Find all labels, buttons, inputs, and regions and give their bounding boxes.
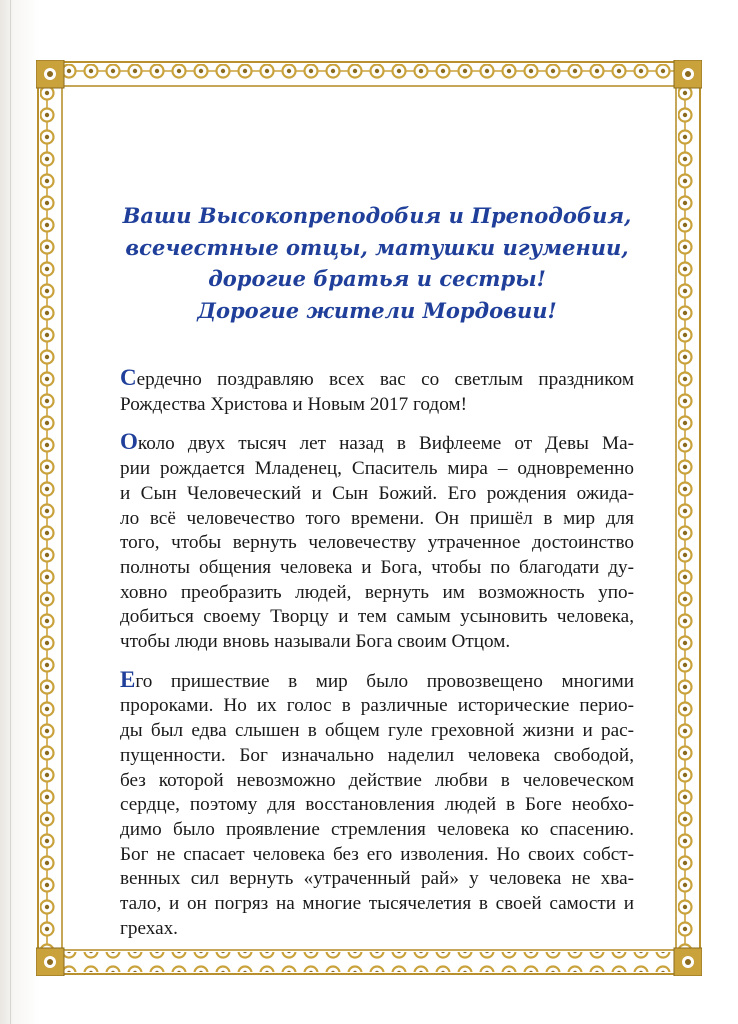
paragraph-line: венных сил вернуть «утраченный рай» у человека не хва- bbox=[120, 868, 634, 890]
drop-initial: О bbox=[120, 429, 138, 455]
paragraph-line bbox=[120, 668, 634, 695]
paragraph-line: ло всё человечество того времени. Он пришёл в мир для bbox=[120, 507, 634, 529]
paragraph-line: полноты общения человека и Бога, чтобы по благодати ду- bbox=[120, 556, 634, 578]
paragraph-line: ховно преобразить людей, вернуть им возможность упо- bbox=[120, 581, 634, 603]
paragraph-line: Рождества Христова и Новым 2017 годом! bbox=[120, 393, 467, 415]
paragraph bbox=[120, 366, 634, 417]
paragraph-line: рии рождается Младенец, Спаситель мира – одновременно bbox=[120, 458, 634, 480]
heading-line: всечестные отцы, матушки игумении, bbox=[125, 234, 629, 260]
paragraph-line: пущенности. Бог изначально наделил человека свободой, bbox=[120, 744, 634, 766]
paragraph-line bbox=[120, 430, 634, 457]
line-text: го пришествие в мир было провозвещено многими bbox=[135, 670, 634, 692]
paragraph-line: пророками. Но их голос в различные исторические перио- bbox=[120, 695, 634, 717]
line-text: ердечно поздравляю всех вас со светлым праздником bbox=[136, 369, 634, 390]
paragraph-line: чтобы люди вновь называли Бога своим Отцом. bbox=[120, 631, 511, 653]
paragraph-line: сердце, поэтому для восстановления людей в Боге необхо- bbox=[120, 794, 634, 816]
heading-line: Дорогие жители Мордовии! bbox=[197, 297, 557, 323]
line-text: коло двух тысяч лет назад в Вифлееме от Девы Ма- bbox=[137, 433, 634, 455]
paragraph bbox=[120, 430, 634, 654]
heading-line: дорогие братья и сестры! bbox=[208, 266, 546, 291]
greeting-heading bbox=[120, 200, 634, 326]
paragraph bbox=[120, 668, 634, 942]
heading-line: Ваши Высокопреподобия и Преподобия, bbox=[122, 203, 632, 228]
drop-initial: С bbox=[120, 365, 137, 390]
paragraph-line: без которой невозможно действие любви в человеческом bbox=[120, 769, 634, 791]
paragraph-line: добиться своему Творцу и тем самым усыновить человека, bbox=[120, 606, 634, 628]
paragraph-line: грехах. bbox=[120, 917, 178, 939]
paragraph-line bbox=[120, 366, 634, 393]
paragraph-line: и Сын Человеческий и Сын Божий. Его рождения ожида- bbox=[120, 482, 634, 504]
paragraph-line: тало, и он погряз на многие тысячелетия в своей самости и bbox=[120, 893, 634, 915]
paragraph-line: ды был едва слышен в общем гуле греховной жизни и рас- bbox=[120, 720, 634, 742]
paragraph-line: димо было проявление стремления человека ко спасению. bbox=[120, 818, 634, 840]
binding-gutter bbox=[10, 0, 11, 1024]
letter-content bbox=[120, 200, 634, 954]
paragraph-line: того, чтобы вернуть человечеству утраченное достоинство bbox=[120, 532, 634, 554]
drop-initial: Е bbox=[120, 666, 136, 692]
letter-body bbox=[120, 366, 634, 941]
paragraph-line: Бог не спасает человека без его изволения. Но своих собст- bbox=[120, 843, 634, 865]
